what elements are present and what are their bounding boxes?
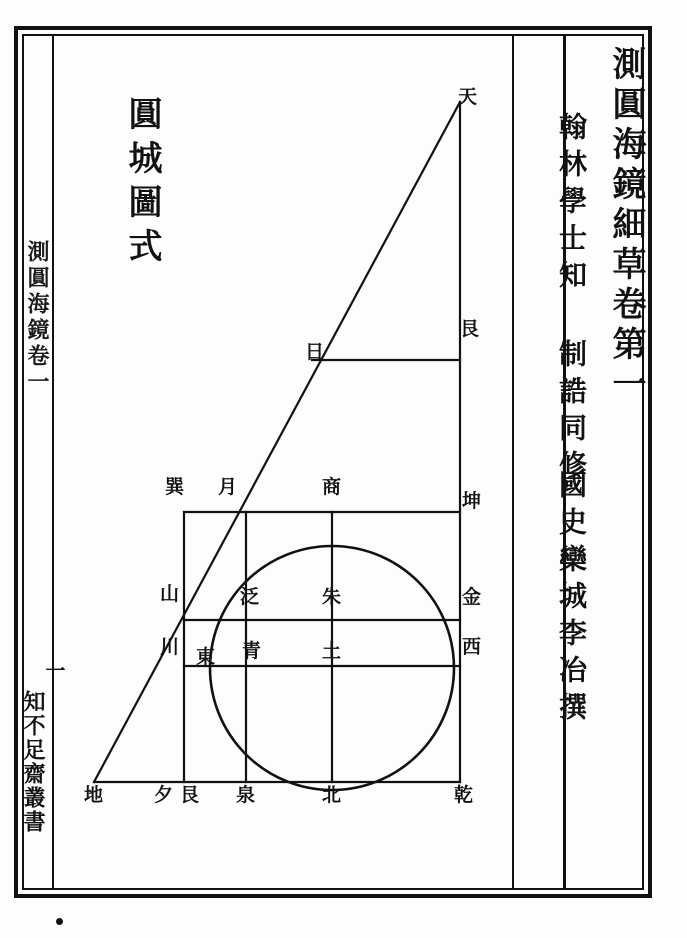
- label-ri: 日: [305, 341, 325, 363]
- author-line-1: 翰林學士知 制誥同修: [555, 112, 588, 487]
- label-quan: 泉: [236, 784, 256, 806]
- label-shan: 山: [160, 583, 180, 605]
- label-xi: 西: [462, 636, 482, 658]
- label-fan: 泛: [240, 586, 260, 608]
- label-qian: 乾: [454, 784, 474, 806]
- label-jin: 金: [462, 586, 482, 608]
- author-line-2: 國史欒城李冶撰: [555, 470, 588, 729]
- line-di-tian: [94, 102, 460, 782]
- label-tu: 土: [322, 640, 342, 662]
- label-di: 地: [84, 784, 104, 806]
- circle-city-diagram: [60, 60, 500, 860]
- diagram-title: 圓城圖式: [122, 96, 162, 272]
- margin-running-title: 測圓海鏡卷一: [24, 240, 50, 396]
- label-qing: 青: [242, 640, 262, 662]
- label-bei: 北: [322, 784, 342, 806]
- label-dong: 東: [196, 646, 216, 668]
- label-tian: 天: [458, 86, 478, 108]
- label-yue: 月: [218, 476, 238, 498]
- book-title: 測圓海鏡細草卷第一: [606, 46, 646, 406]
- diagram-svg: [60, 60, 500, 860]
- ink-speck: [56, 918, 63, 925]
- label-shang: 商: [322, 476, 342, 498]
- margin-series-title: 知不足齋叢書: [20, 690, 46, 834]
- column-rule-author: [512, 34, 514, 890]
- label-chuan: 川: [160, 636, 180, 658]
- label-xun: 巽: [165, 476, 185, 498]
- label-xi-evening: 夕: [154, 784, 174, 806]
- label-zhu: 朱: [322, 586, 342, 608]
- margin-volume-number: 一: [42, 660, 66, 682]
- label-kun: 坤: [462, 490, 482, 512]
- label-gen-lower: 艮: [180, 784, 200, 806]
- label-gen-upper: 艮: [460, 318, 480, 340]
- margin-rule: [52, 34, 54, 890]
